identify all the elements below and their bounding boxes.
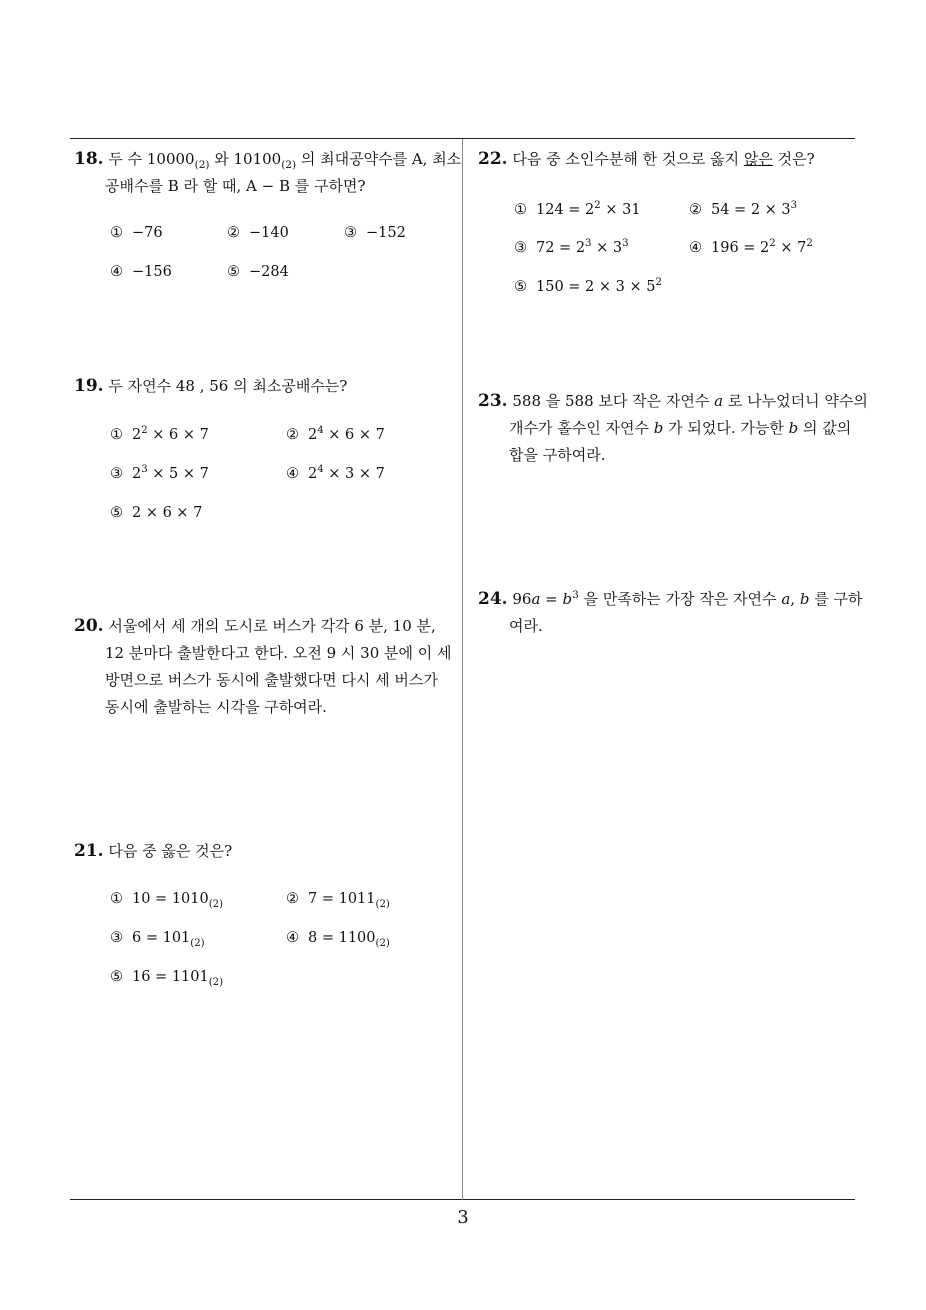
problem-stem-part: 로 나누었더니 약수의 — [723, 392, 868, 410]
choice-19-2[interactable] — [286, 427, 385, 443]
base-subscript: (2) — [281, 159, 297, 171]
choice-marker: ④ — [689, 240, 702, 256]
problem-23 — [478, 388, 868, 469]
problem-number: 19. — [74, 376, 104, 396]
variable-b: b — [788, 419, 799, 437]
problem-21 — [74, 838, 459, 865]
choice-base: 2 — [132, 466, 142, 482]
choice-exponent: 2 — [594, 200, 601, 212]
choice-marker: ① — [110, 225, 123, 241]
problem-stem-part: 와 10100 — [209, 150, 282, 168]
problem-stem-part: = — [540, 590, 563, 608]
base-subscript: (2) — [375, 937, 390, 949]
variable-b: b — [799, 590, 810, 608]
choice-22-4[interactable] — [689, 240, 813, 256]
problem-number: 22. — [478, 149, 508, 169]
choice-21-5[interactable] — [110, 969, 224, 988]
variable-a: a — [714, 392, 724, 410]
choice-exponent: 4 — [317, 464, 324, 476]
problem-22 — [478, 146, 858, 173]
choice-marker: ④ — [286, 466, 299, 482]
choice-rest: × 3 × 7 — [323, 466, 385, 482]
variable-b: b — [562, 590, 573, 608]
choice-base: 2 — [308, 427, 318, 443]
variable-a: a — [781, 590, 791, 608]
choice-marker: ④ — [110, 264, 123, 280]
choice-text: 150 = 2 × 3 × 5 — [536, 279, 656, 295]
problem-number: 23. — [478, 391, 508, 411]
choice-19-3[interactable] — [110, 466, 209, 482]
choice-21-2[interactable] — [286, 891, 390, 910]
choice-text: × 3 — [591, 240, 623, 256]
choice-22-5[interactable] — [514, 279, 662, 295]
choice-19-1[interactable] — [110, 427, 209, 443]
problem-number: 18. — [74, 149, 104, 169]
problem-stem-line: 동시에 출발하는 시각을 구하여라. — [105, 698, 327, 716]
choice-marker: ⑤ — [227, 264, 240, 280]
page-number: 3 — [457, 1207, 469, 1228]
problem-stem-part: 588 을 588 보다 작은 자연수 — [512, 392, 715, 410]
choice-18-5[interactable] — [227, 264, 289, 280]
choice-text: 7 = 1011 — [308, 891, 376, 907]
choice-text: 196 = 2 — [711, 240, 770, 256]
choice-text: × 31 — [600, 202, 641, 218]
problem-stem-part: 개수가 홀수인 자연수 — [509, 419, 654, 437]
problem-stem-line: 12 분마다 출발한다고 한다. 오전 9 시 30 분에 이 세 — [105, 644, 452, 662]
underlined-emphasis: 않은 — [743, 150, 773, 168]
base-subscript: (2) — [190, 937, 205, 949]
problem-stem-part: 의 값의 — [798, 419, 852, 437]
base-subscript: (2) — [208, 898, 224, 910]
base-subscript: (2) — [194, 159, 210, 171]
base-subscript: (2) — [375, 898, 390, 910]
choice-22-3[interactable] — [514, 240, 629, 256]
choice-marker: ② — [689, 202, 702, 218]
choice-marker: ① — [514, 202, 527, 218]
choice-text: −140 — [249, 225, 289, 241]
choice-marker: ① — [110, 891, 123, 907]
problem-stem-part: 가 되었다. 가능한 — [663, 419, 789, 437]
choice-text: 54 = 2 × 3 — [711, 202, 791, 218]
choice-exponent: 2 — [806, 238, 813, 250]
problem-stem: 두 자연수 48 , 56 의 최소공배수는? — [108, 377, 348, 395]
choice-marker: ③ — [110, 930, 123, 946]
choice-rest: × 5 × 7 — [147, 466, 209, 482]
choice-21-4[interactable] — [286, 930, 390, 949]
choice-text: × 7 — [775, 240, 807, 256]
choice-marker: ④ — [286, 930, 299, 946]
problem-stem-line: 공배수를 B 라 할 때, A − B 를 구하면? — [105, 177, 366, 195]
choice-marker: ⑤ — [110, 969, 123, 985]
variable-b: b — [653, 419, 664, 437]
choice-text: 72 = 2 — [536, 240, 586, 256]
choice-text: 6 = 101 — [132, 930, 191, 946]
choice-text: 8 = 1100 — [308, 930, 376, 946]
problem-stem-part: 다음 중 소인수분해 한 것으로 옳지 — [512, 150, 744, 168]
choice-19-5[interactable] — [110, 505, 202, 521]
choice-18-3[interactable] — [344, 225, 406, 241]
problem-stem-part: 의 최대공약수를 A, 최소 — [296, 150, 462, 168]
choice-exponent: 3 — [790, 200, 798, 212]
choice-exponent: 3 — [585, 238, 592, 250]
problem-stem-line: 여라. — [509, 617, 543, 635]
choice-marker: ② — [227, 225, 240, 241]
problem-number: 20. — [74, 616, 104, 636]
choice-rest: × 6 × 7 — [147, 427, 209, 443]
problem-number: 21. — [74, 841, 104, 861]
choice-exponent: 4 — [317, 425, 324, 437]
base-subscript: (2) — [208, 976, 224, 988]
problem-18 — [74, 146, 462, 200]
problem-stem-part: 을 만족하는 가장 작은 자연수 — [578, 590, 782, 608]
choice-text: −76 — [132, 225, 163, 241]
choice-marker: ③ — [344, 225, 357, 241]
choice-marker: ③ — [514, 240, 527, 256]
problem-24 — [478, 586, 863, 640]
problem-stem-part: 두 수 10000 — [108, 150, 195, 168]
choice-exponent: 2 — [141, 425, 148, 437]
choice-text: −152 — [366, 225, 406, 241]
choice-19-4[interactable] — [286, 466, 385, 482]
problem-stem-line: 서울에서 세 개의 도시로 버스가 각각 6 분, 10 분, — [108, 617, 436, 635]
problem-number: 24. — [478, 589, 508, 609]
choice-18-1[interactable] — [110, 225, 163, 241]
choice-marker: ⑤ — [514, 279, 527, 295]
choice-marker: ③ — [110, 466, 123, 482]
choice-18-2[interactable] — [227, 225, 289, 241]
choice-exponent: 3 — [622, 238, 629, 250]
choice-text: 10 = 1010 — [132, 891, 209, 907]
choice-marker: ① — [110, 427, 123, 443]
choice-18-4[interactable] — [110, 264, 172, 280]
problem-stem-line: 합을 구하여라. — [509, 446, 606, 464]
column-divider — [462, 139, 463, 1200]
choice-rest: × 6 × 7 — [323, 427, 385, 443]
problem-19 — [74, 373, 459, 400]
problem-stem-part: 96 — [512, 590, 532, 608]
choice-marker: ② — [286, 891, 299, 907]
problem-stem-part: 를 구하 — [809, 590, 863, 608]
choice-base: 2 — [132, 427, 142, 443]
choice-21-1[interactable] — [110, 891, 224, 910]
choice-text: −284 — [249, 264, 289, 280]
choice-21-3[interactable] — [110, 930, 205, 949]
choice-text: 2 × 6 × 7 — [132, 505, 203, 521]
choice-22-1[interactable] — [514, 202, 641, 218]
choice-exponent: 2 — [769, 238, 776, 250]
problem-stem-line: 방면으로 버스가 동시에 출발했다면 다시 세 버스가 — [105, 671, 438, 689]
choice-text: 124 = 2 — [536, 202, 595, 218]
variable-a: a — [531, 590, 541, 608]
problem-stem-part: 것은? — [772, 150, 815, 168]
choice-marker: ② — [286, 427, 299, 443]
exponent: 3 — [572, 589, 579, 601]
choice-exponent: 2 — [655, 277, 662, 289]
choice-text: 16 = 1101 — [132, 969, 209, 985]
problem-stem: 다음 중 옳은 것은? — [108, 842, 233, 860]
choice-base: 2 — [308, 466, 318, 482]
choice-22-2[interactable] — [689, 202, 797, 218]
problem-20 — [74, 613, 459, 721]
choice-marker: ⑤ — [110, 505, 123, 521]
choice-text: −156 — [132, 264, 172, 280]
problem-stem-part: , — [790, 590, 800, 608]
choice-exponent: 3 — [141, 464, 148, 476]
